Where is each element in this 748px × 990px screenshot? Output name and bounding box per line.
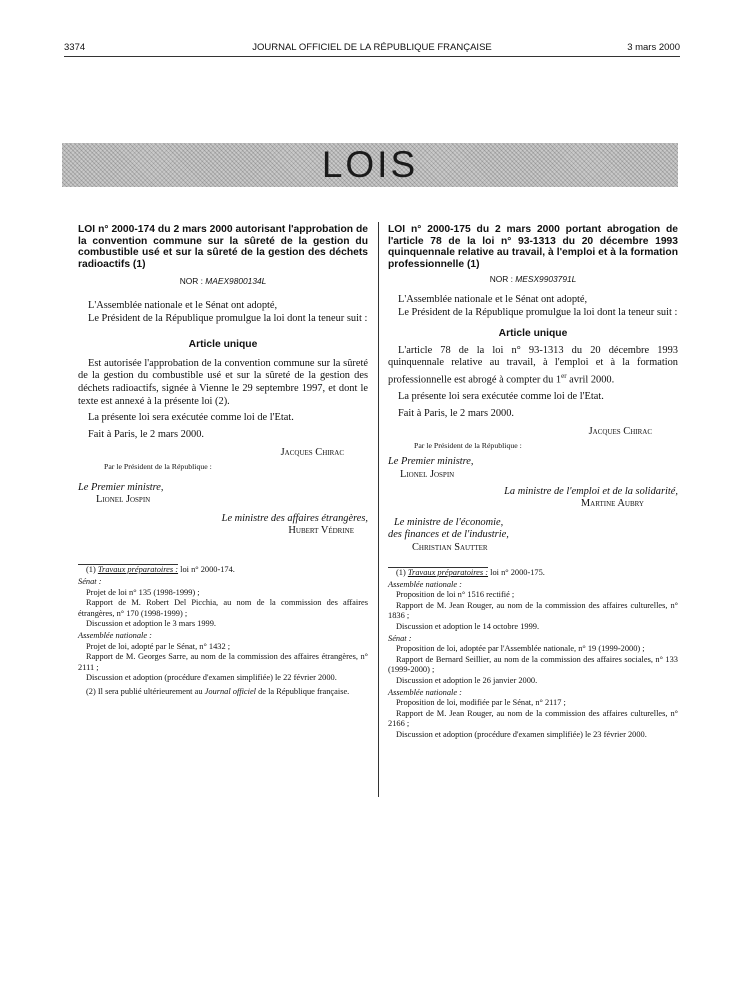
pm-name: Lionel Jospin (400, 468, 455, 480)
article-heading: Article unique (188, 339, 258, 351)
footnote-label: Travaux préparatoires : (407, 567, 489, 577)
footnote-ref: loi n° 2000-175. (490, 567, 545, 577)
law-title: LOI n° 2000-175 du 2 mars 2000 portant abrogation de l'article 78 de la loi n° 93-1313 du 20 décembre 1993 quinquennale relative au travail, à l'emploi et à la formation professionnelle (1) (388, 224, 678, 270)
footnote-line: Projet de loi, adopté par le Sénat, n° 1432 ; (86, 641, 231, 651)
footnote-line: Rapport de M. Jean Rouger, au nom de la commission des affaires culturelles, n° 1836 ; (388, 600, 678, 621)
footnote-heading-assemblee: Assemblée nationale : (388, 579, 462, 589)
law-2000-175 (388, 224, 678, 740)
law-2000-174 (78, 224, 368, 698)
footnote-heading-assemblee: Assemblée nationale : (388, 688, 462, 697)
minister-name: Christian Sautter (412, 541, 488, 553)
section-banner (62, 143, 678, 187)
minister-title: Le ministre de l'économie, (394, 516, 504, 528)
header-rule (64, 56, 680, 57)
article-body (388, 345, 678, 387)
footnote-line: Discussion et adoption (procédure d'examen simplifiée) le 22 février 2000. (86, 672, 337, 682)
footnote-line: Discussion et adoption le 26 janvier 2000. (396, 675, 538, 685)
footnote-2-journal: Journal officiel (204, 687, 257, 697)
minister-name: Hubert Védrine (288, 525, 354, 537)
minister-title-cont: des finances et de l'industrie, (388, 529, 509, 541)
nor-reference (78, 275, 368, 288)
footnote-line: Discussion et adoption le 3 mars 1999. (86, 618, 217, 628)
execution-clause: La présente loi sera exécutée comme loi de l'Etat. (398, 391, 604, 402)
footnote-2 (78, 687, 368, 697)
nor-value: MAEX9800134L (205, 276, 267, 287)
nor-label: NOR : (179, 276, 203, 287)
president-signature: Jacques Chirac (588, 426, 652, 438)
footnote-label: Travaux préparatoires : (97, 564, 179, 574)
footnote-line: Proposition de loi, modifiée par le Sénat, n° 2117 ; (396, 698, 566, 708)
law-title: LOI n° 2000-174 du 2 mars 2000 autorisant l'approbation de la convention commune sur la sûreté de la gestion du combustible usé et sur la sûreté de la gestion des déchets radioactifs (1) (78, 224, 368, 270)
footnote-line: Projet de loi n° 135 (1998-1999) ; (86, 587, 200, 597)
footnote-2-text-end: de la République française. (258, 687, 350, 697)
footnote-line: Rapport de Bernard Seillier, au nom de la commission des affaires sociales, n° 133 (1999-2000) ; (388, 654, 678, 675)
footnote-line: Discussion et adoption le 14 octobre 1999. (396, 621, 540, 631)
footnote-2-text: (2) Il sera publié ultérieurement au (86, 687, 203, 697)
footnote-heading-senat: Sénat : (388, 633, 412, 643)
footnote-line: Rapport de M. Georges Sarre, au nom de la commission des affaires étrangères, n° 2111 ; (78, 652, 368, 672)
by-president-label: Par le Président de la République : (414, 440, 522, 450)
article-body: Est autorisée l'approbation de la convention commune sur la sûreté de la gestion du combustible usé et sur la sûreté de la gestion des déchets radioactifs, signée à Vienne le 29 septembre 1997, et dont le texte est annexé à la présente loi (2). (78, 357, 368, 407)
nor-reference (388, 273, 678, 286)
footnotes (388, 568, 678, 741)
running-header (64, 42, 680, 56)
footnote-line: Proposition de loi n° 1516 rectifié ; (396, 590, 515, 600)
intro-promulgation: Le Président de la République promulgue la loi dont la teneur suit : (398, 306, 678, 318)
footnote-heading-senat: Sénat : (78, 577, 102, 587)
issue-date: 3 mars 2000 (627, 42, 680, 53)
footnote-heading-assemblee: Assemblée nationale : (78, 631, 152, 641)
nor-label: NOR : (489, 274, 513, 285)
footnote-1 (78, 565, 368, 575)
execution-clause: La présente loi sera exécutée comme loi de l'Etat. (88, 412, 294, 424)
ordinal-superscript: er (561, 371, 567, 380)
intro-promulgation: Le Président de la République promulgue la loi dont la teneur suit : (88, 312, 368, 324)
pm-name: Lionel Jospin (96, 494, 151, 506)
by-president-label: Par le Président de la République : (104, 461, 212, 471)
footnote-line: Discussion et adoption (procédure d'examen simplifiée) le 23 février 2000. (396, 729, 647, 739)
footnote-1 (388, 568, 678, 578)
done-at: Fait à Paris, le 2 mars 2000. (398, 407, 515, 419)
section-banner-label: LOIS (321, 144, 419, 185)
intro-adopted: L'Assemblée nationale et le Sénat ont adopté, (398, 293, 588, 305)
footnotes (78, 565, 368, 698)
footnote-line: Rapport de M. Jean Rouger, au nom de la commission des affaires culturelles, n° 2166 ; (388, 708, 678, 729)
journal-title: JOURNAL OFFICIEL DE LA RÉPUBLIQUE FRANÇAISE (252, 42, 492, 53)
minister-title: La ministre de l'emploi et de la solidarité, (504, 485, 678, 497)
article-body-text-end: avril 2000. (566, 374, 615, 386)
minister-title: Le ministre des affaires étrangères, (221, 512, 368, 524)
president-signature: Jacques Chirac (280, 447, 344, 459)
pm-title: Le Premier ministre, (388, 456, 474, 468)
pm-title: Le Premier ministre, (78, 481, 164, 493)
footnote-line: Rapport de M. Robert Del Picchia, au nom de la commission des affaires étrangères, n° 170 (1998-1999) ; (78, 598, 368, 618)
footnote-number: (1) (86, 564, 96, 574)
done-at: Fait à Paris, le 2 mars 2000. (88, 428, 205, 440)
footnote-line: Proposition de loi, adoptée par l'Assemblée nationale, n° 19 (1999-2000) ; (396, 644, 645, 654)
footnote-ref: loi n° 2000-174. (180, 564, 235, 574)
page-number: 3374 (64, 42, 86, 53)
nor-value: MESX9903791L (515, 274, 577, 285)
footnote-number: (1) (396, 567, 406, 577)
minister-name: Martine Aubry (580, 498, 644, 510)
article-body-text: L'article 78 de la loi n° 93-1313 du 20 décembre 1993 quinquennale relative au travail, à l'emploi et à la formation professionnelle est abrogé à compter du 1 (388, 344, 678, 386)
article-heading: Article unique (498, 328, 568, 340)
intro-adopted: L'Assemblée nationale et le Sénat ont adopté, (88, 299, 278, 311)
column-divider (378, 222, 379, 797)
